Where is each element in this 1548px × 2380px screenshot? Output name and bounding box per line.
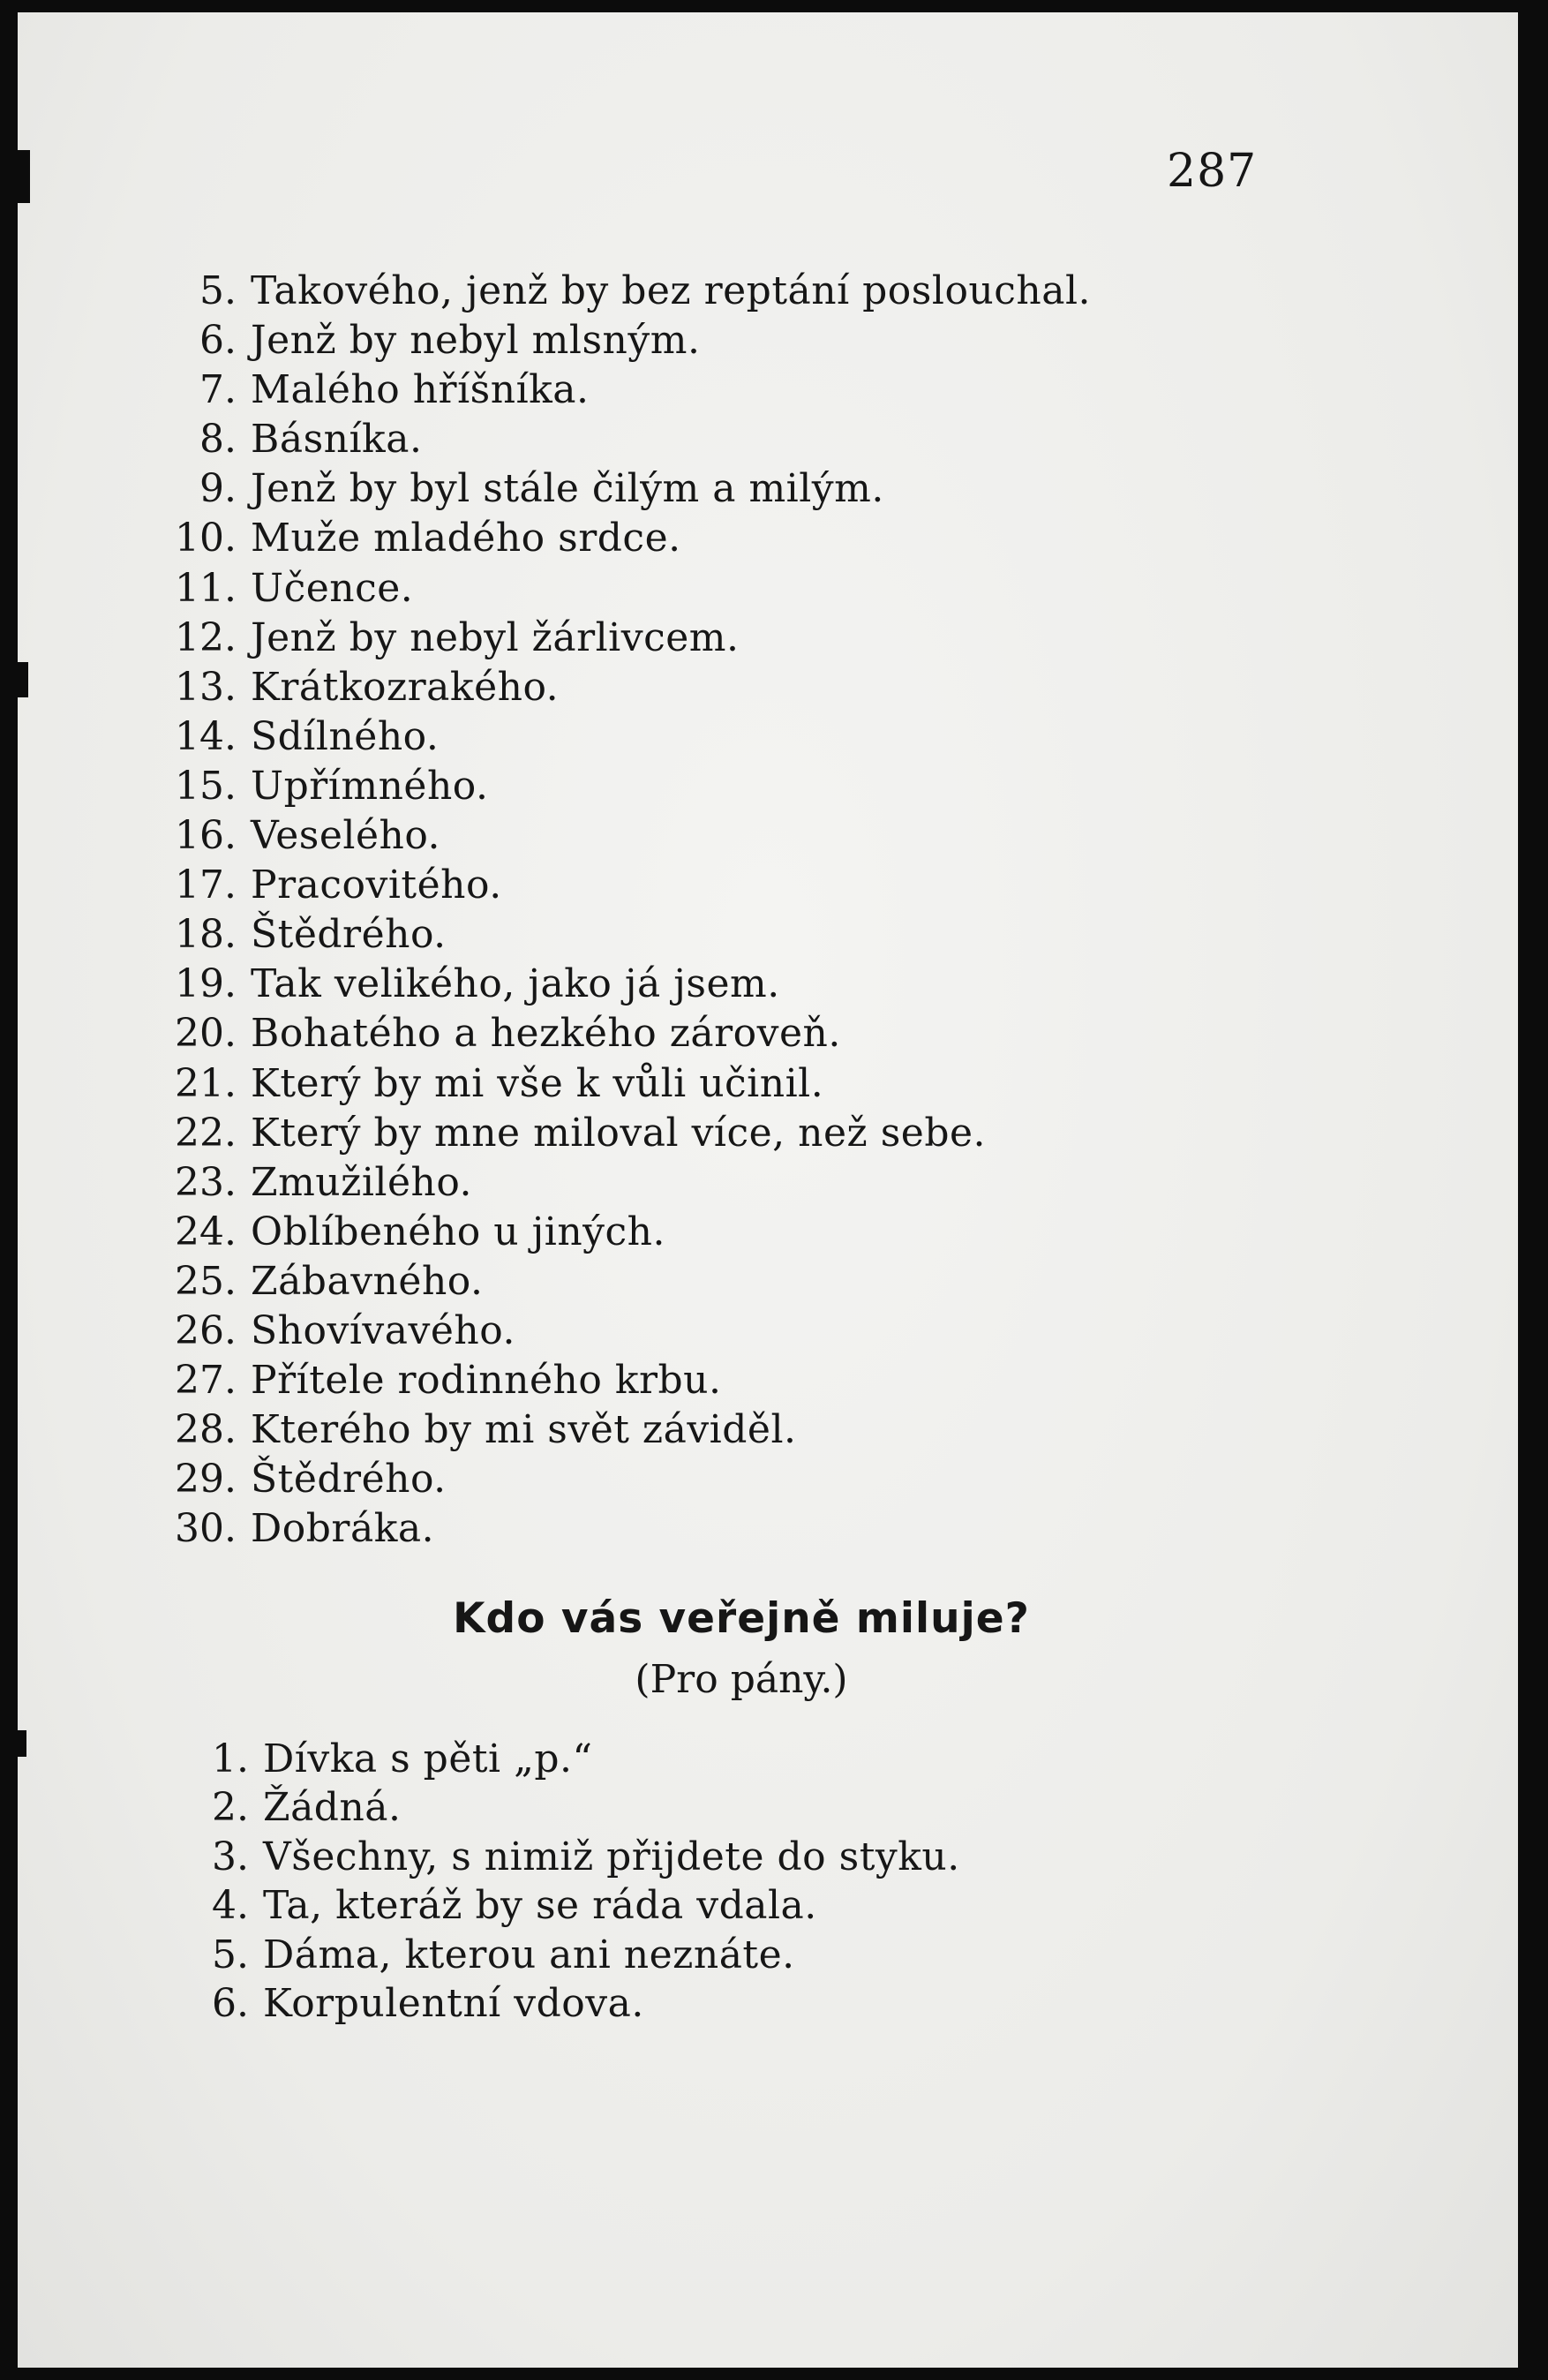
item-number: 29. (175, 1457, 237, 1503)
list-item (159, 1785, 960, 1834)
item-number: 10. (175, 516, 237, 561)
item-number: 23. (175, 1159, 237, 1205)
item-number: 1. (212, 1736, 249, 1781)
item-text: Krátkozrakého. (251, 664, 560, 710)
list-item (141, 1407, 1091, 1457)
item-text: Sdílného. (251, 713, 440, 759)
item-text: Veselého. (251, 813, 441, 859)
item-number: 27. (175, 1358, 237, 1404)
item-number: 22. (175, 1110, 237, 1156)
binding-edge-mark (18, 150, 30, 203)
answer-list-2 (159, 1736, 960, 2030)
item-number: 11. (175, 565, 237, 611)
list-item (159, 1981, 960, 2030)
item-text: Takového, jenž by bez reptání poslouchal. (251, 268, 1092, 313)
item-number: 15. (175, 763, 237, 809)
list-item (141, 912, 1091, 961)
list-item (141, 862, 1091, 912)
item-text: Ta, kteráž by se ráda vdala. (263, 1883, 817, 1929)
item-number: 8. (199, 417, 237, 463)
item-number: 16. (175, 813, 237, 859)
page-number: 287 (1167, 145, 1258, 198)
item-number: 9. (199, 466, 237, 512)
item-text: Dobráka. (251, 1506, 435, 1552)
item-number: 30. (175, 1506, 237, 1552)
item-number: 7. (199, 367, 237, 413)
item-number: 13. (175, 664, 237, 710)
item-number: 21. (175, 1060, 237, 1106)
item-text: Jenž by byl stále čilým a milým. (251, 466, 884, 512)
list-item (141, 1308, 1091, 1358)
list-item (141, 961, 1091, 1011)
binding-edge-mark (18, 1730, 26, 1757)
item-text: Jenž by nebyl žárlivcem. (251, 614, 740, 660)
list-item (141, 417, 1091, 466)
item-text: Pracovitého. (251, 862, 502, 908)
list-item (141, 665, 1091, 714)
item-text: Bohatého a hezkého zároveň. (251, 1011, 841, 1057)
list-item (159, 1883, 960, 1932)
item-number: 5. (199, 268, 237, 313)
list-item (159, 1834, 960, 1883)
item-number: 4. (212, 1883, 249, 1929)
item-number: 2. (212, 1785, 249, 1831)
list-item (141, 615, 1091, 665)
item-number: 26. (175, 1307, 237, 1353)
item-text: Který by mne miloval více, než sebe. (251, 1110, 987, 1156)
list-item (141, 367, 1091, 417)
list-item (141, 1259, 1091, 1308)
list-item (141, 466, 1091, 516)
item-number: 14. (175, 713, 237, 759)
list-item (141, 1457, 1091, 1506)
item-text: Tak velikého, jako já jsem. (251, 961, 780, 1007)
list-item (141, 1111, 1091, 1160)
item-text: Štědrého. (251, 1457, 447, 1503)
list-item (141, 1061, 1091, 1111)
item-number: 18. (175, 912, 237, 958)
item-number: 6. (212, 1980, 249, 2026)
item-number: 25. (175, 1258, 237, 1304)
item-text: Kterého by mi svět záviděl. (251, 1407, 797, 1453)
item-text: Muže mladého srdce. (251, 516, 681, 561)
item-number: 6. (199, 318, 237, 364)
item-text: Zábavného. (251, 1258, 484, 1304)
list-item (141, 1011, 1091, 1060)
list-item (159, 1932, 960, 1981)
item-text: Oblíbeného u jiných. (251, 1209, 665, 1254)
item-number: 20. (175, 1011, 237, 1057)
binding-edge-mark (18, 662, 28, 697)
list-item (141, 813, 1091, 862)
item-text: Žádná. (263, 1785, 402, 1831)
item-text: Který by mi vše k vůli učinil. (251, 1060, 824, 1106)
item-text: Upřímného. (251, 763, 489, 809)
item-text: Dívka s pěti „p.“ (263, 1736, 593, 1781)
item-number: 5. (212, 1932, 249, 1977)
item-text: Básníka. (251, 417, 423, 463)
item-number: 24. (175, 1209, 237, 1254)
item-text: Malého hříšníka. (251, 367, 590, 413)
list-item (141, 268, 1091, 318)
list-item (141, 1506, 1091, 1555)
item-number: 28. (175, 1407, 237, 1453)
list-item (141, 1160, 1091, 1209)
item-text: Shovívavého. (251, 1307, 515, 1353)
item-text: Jenž by nebyl mlsným. (251, 318, 701, 364)
item-number: 19. (175, 961, 237, 1007)
list-item (141, 1358, 1091, 1407)
item-text: Štědrého. (251, 912, 447, 958)
item-text: Učence. (251, 565, 414, 611)
item-text: Přítele rodinného krbu. (251, 1358, 722, 1404)
item-number: 3. (212, 1834, 249, 1879)
list-item (141, 714, 1091, 764)
answer-list-1 (141, 268, 1091, 1555)
section-heading: Kdo vás veřejně miluje? (453, 1594, 1030, 1643)
list-item (141, 764, 1091, 813)
item-number: 12. (175, 614, 237, 660)
book-page (18, 12, 1518, 2368)
list-item (141, 1209, 1091, 1259)
list-item (141, 516, 1091, 565)
list-item (141, 318, 1091, 367)
section-subheading: (Pro pány.) (635, 1657, 848, 1702)
item-number: 17. (175, 862, 237, 908)
list-item (141, 566, 1091, 615)
item-text: Dáma, kterou ani neznáte. (263, 1932, 795, 1977)
item-text: Korpulentní vdova. (263, 1980, 644, 2026)
list-item (159, 1736, 960, 1785)
item-text: Zmužilého. (251, 1159, 473, 1205)
item-text: Všechny, s nimiž přijdete do styku. (263, 1834, 960, 1879)
